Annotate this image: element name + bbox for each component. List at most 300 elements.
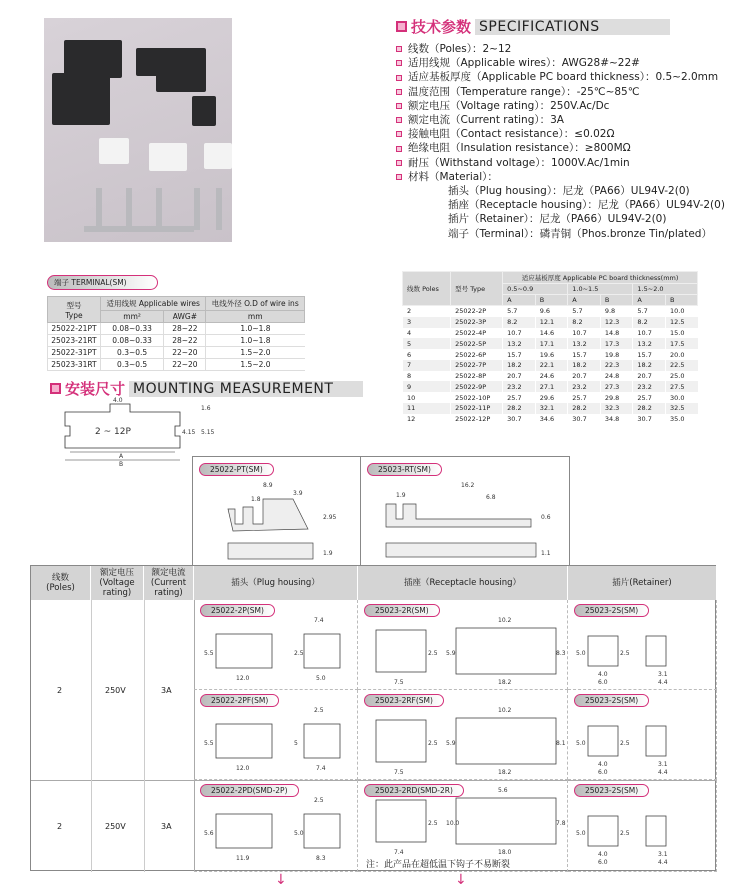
table-row [403,403,698,414]
table-row [403,414,698,425]
table-cell: 25022-31PT [48,347,101,359]
pcb-thickness-table [402,271,698,425]
th-b: B [600,295,633,306]
dim: 8.1 [556,740,566,747]
dim: 6.0 [598,679,608,686]
dim: B [119,461,124,466]
dim: 5.9 [446,740,456,747]
table-row [403,360,698,371]
th-awg: AWG# [164,311,206,323]
table-cell: 25022-5P [451,338,503,349]
table-cell: 1.0~1.8 [206,323,305,335]
table-cell: 35.0 [666,414,698,425]
th-wires: 适用线规 Applicable wires [100,297,206,311]
table-cell: 25.7 [568,392,601,403]
table-cell: 15.7 [568,349,601,360]
dim: 18.2 [498,769,512,776]
dim: 2.5 [314,797,324,804]
dim: 4.15 [182,429,196,436]
voltage-value: 250V [105,822,126,831]
dim: 10.2 [498,617,512,624]
table-cell: 9.8 [600,306,633,317]
terminal-table [47,296,305,371]
dim: 2.5 [620,830,630,837]
table-cell: 3 [403,317,451,328]
mounting-title-cn: 安装尺寸 [65,380,126,398]
table-cell: 25022-12P [451,414,503,425]
th-poles: 线数 (Poles) [31,566,91,600]
dim: 16.2 [461,482,475,489]
dim: 6.0 [598,859,608,866]
table-cell: 25.0 [666,371,698,382]
dim: 11.9 [236,855,250,862]
drawing-cell [568,780,717,872]
dim: 1.1 [541,550,551,557]
dim: 5.5 [204,650,214,657]
table-cell: 8.2 [503,317,536,328]
table-cell: 10.7 [633,328,666,339]
outline [456,798,556,844]
specs-title-cn: 技术参数 [411,18,472,36]
dim: 1.9 [323,550,333,557]
table-cell: 22.3 [600,360,633,371]
bullet-icon [396,131,402,137]
outline [304,724,340,758]
dim: 2.5 [620,650,630,657]
table-cell: 29.6 [535,392,568,403]
th-mm2: mm² [100,311,163,323]
outline [588,816,618,846]
table-cell: 15.7 [503,349,536,360]
table-row [48,323,305,335]
table-cell: 13.2 [633,338,666,349]
table-row [403,328,698,339]
table-cell: 15.0 [666,328,698,339]
table-cell: 30.7 [633,414,666,425]
terminal-drawings [192,456,570,566]
table-cell: 10.7 [568,328,601,339]
dim: 6.0 [598,769,608,776]
outline [456,628,556,674]
table-cell: 1.0~1.8 [206,335,305,347]
drawing-cell [358,780,568,872]
spec-text: 线数（Poles）：2~12 [408,43,512,55]
table-row [403,381,698,392]
table-row [403,371,698,382]
table-cell: 12 [403,414,451,425]
dim: 7.4 [316,765,326,772]
dim: 1.9 [396,492,406,499]
dim: 4.0 [598,761,608,768]
table-cell: 5.7 [633,306,666,317]
part-label: 25023-2S(SM) [574,604,649,617]
dim: 8.9 [263,482,273,489]
dim: 3.1 [658,761,668,768]
table-cell: 19.6 [535,349,568,360]
table-cell: 17.5 [666,338,698,349]
spec-item [396,141,725,155]
material-item: 插座（Receptacle housing）：尼龙（PA66）UL94V-2(0) [448,199,725,212]
dim: 12.0 [236,675,250,682]
table-cell: 25023-31RT [48,359,101,371]
outline [646,726,666,756]
table-row [48,359,305,371]
table-cell: 12.5 [666,317,698,328]
spec-item [396,170,725,184]
material-item: 插头（Plug housing）：尼龙（PA66）UL94V-2(0) [448,185,690,198]
spec-list [396,42,725,241]
part-label: 25023-2RD(SMD-2R) [364,784,464,797]
table-row [403,306,698,317]
dim: 12.0 [236,765,250,772]
terminal-drawing-pt [193,457,361,567]
current-value: 3A [161,822,172,831]
spec-text: 接触电阻（Contact resistance）：≤0.02Ω [408,128,615,141]
dim: 4.0 [598,671,608,678]
table-cell: 30.7 [503,414,536,425]
dim: 5.0 [576,740,586,747]
th-range: 1.0~1.5 [568,284,633,295]
dim: 4.0 [113,397,123,404]
dim: 18.0 [498,849,512,856]
dim: 8.3 [316,855,326,862]
dim: A [119,453,124,460]
table-cell: 14.6 [535,328,568,339]
spec-item [396,56,725,70]
th-a: A [503,295,536,306]
table-cell: 2 [403,306,451,317]
outline [588,726,618,756]
drawing-cell [194,690,358,780]
th-range: 1.5~2.0 [633,284,698,295]
pole-range-label: 2 ~ 12P [95,427,131,437]
table-row [403,317,698,328]
th-plug: 插头（Plug housing） [194,566,358,600]
poles-value: 2 [57,686,63,695]
dim: 6.8 [486,494,496,501]
table-cell: 10.0 [666,306,698,317]
dim: 2.95 [323,514,337,521]
spec-text: 适用线规（Applicable wires）：AWG28#~22# [408,57,640,70]
mounting-title-en: MOUNTING MEASUREMENT [129,381,363,397]
th-a: A [568,295,601,306]
table-cell: 18.2 [568,360,601,371]
specs-title-en: SPECIFICATIONS [475,19,670,35]
table-cell: 25022-21PT [48,323,101,335]
table-cell: 23.2 [568,381,601,392]
table-cell: 25022-6P [451,349,503,360]
table-cell: 18.2 [633,360,666,371]
part-label: 25023-2S(SM) [574,784,649,797]
outline [376,800,426,842]
table-cell: 4 [403,328,451,339]
dim: 0.6 [541,514,551,521]
dim: 5.5 [204,740,214,747]
dim: 5.0 [576,830,586,837]
product-table [30,565,716,871]
th-retainer: 插片(Retainer) [568,566,717,600]
dim: 8.3 [556,650,566,657]
th-type: 型号 Type [48,297,101,323]
spec-item [396,99,725,113]
dim: 5.6 [204,830,214,837]
spec-text: 额定电压（Voltage rating）：250V.Ac/Dc [408,99,610,112]
note: 注：此产品在超低温下钩子不易断裂 [366,860,511,870]
drawing-cell [358,690,568,780]
table-cell: 23.2 [633,381,666,392]
bullet-icon [396,146,402,152]
dim: 7.4 [314,617,324,624]
spec-text: 绝缘电阻（Insulation resistance）：≥800MΩ [408,142,631,155]
bullet-icon [396,75,402,81]
th-thickness: 适应基板厚度 Applicable PC board thickness(mm) [503,272,698,284]
table-cell: 27.5 [666,381,698,392]
table-cell: 28~22 [164,323,206,335]
table-cell: 12.3 [600,317,633,328]
current-value: 3A [161,686,172,695]
table-cell: 11 [403,403,451,414]
table-cell: 25022-9P [451,381,503,392]
spec-item [396,70,725,84]
outline [216,724,272,758]
part-label: 25023-RT(SM) [367,463,442,476]
dim: 2.5 [620,740,630,747]
table-cell: 1.5~2.0 [206,359,305,371]
table-cell: 0.3~0.5 [100,359,163,371]
dim: 4.4 [658,679,668,686]
th-range: 0.5~0.9 [503,284,568,295]
th-od: 电线外径 O.D of wire ins [206,297,305,311]
dim: 5.0 [576,650,586,657]
outline [646,816,666,846]
table-cell: 7 [403,360,451,371]
table-cell: 9.6 [535,306,568,317]
th-b: B [666,295,698,306]
table-cell: 5 [403,338,451,349]
bullet-icon [396,46,402,52]
table-cell: 34.6 [535,414,568,425]
dim: 1.6 [201,405,211,412]
part-label: 25023-2R(SM) [364,604,440,617]
table-cell: 25022-2P [451,306,503,317]
voltage-value: 250V [105,686,126,695]
dim: 1.8 [251,496,261,503]
table-cell: 14.8 [600,328,633,339]
table-cell: 28.2 [503,403,536,414]
dim: 7.5 [394,679,404,686]
dim: 3.9 [293,490,303,497]
table-row [48,347,305,359]
table-row [403,338,698,349]
dim: 7.5 [394,769,404,776]
drawing-cell [194,600,358,690]
drawing-cell [194,780,358,872]
dim: 5.15 [201,429,215,436]
table-cell: 22.5 [666,360,698,371]
arrow-down-icon: ↓ [455,872,467,888]
poles-value: 2 [57,822,63,831]
table-cell: 18.2 [503,360,536,371]
table-cell: 28~22 [164,335,206,347]
dim: 3.1 [658,671,668,678]
table-cell: 17.3 [600,338,633,349]
terminal-label: 端子 TERMINAL(SM) [47,275,158,290]
table-cell: 27.1 [535,381,568,392]
dim: 2.5 [428,740,438,747]
dim: 4.4 [658,859,668,866]
part-label: 25022-2P(SM) [200,604,275,617]
part-label: 25023-2S(SM) [574,694,649,707]
part-label: 25022-2PF(SM) [200,694,279,707]
spec-item [396,113,725,127]
outline [588,636,618,666]
spec-text: 耐压（Withstand voltage）：1000V.Ac/1min [408,156,630,169]
part-label: 25023-2RF(SM) [364,694,444,707]
table-cell: 5.7 [503,306,536,317]
table-cell: 25022-8P [451,371,503,382]
dim: 10.0 [446,820,460,827]
drawing-cell [358,600,568,690]
dim: 5 [294,740,298,747]
table-cell: 0.08~0.33 [100,323,163,335]
table-cell: 28.2 [633,403,666,414]
outline [376,720,426,762]
table-cell: 0.3~0.5 [100,347,163,359]
bullet-icon [396,117,402,123]
bullet-icon [396,103,402,109]
outline [646,636,666,666]
table-cell: 20.7 [633,371,666,382]
table-cell: 8.2 [633,317,666,328]
th-type: 型号 Type [451,272,503,306]
th-current: 额定电流 (Current rating) [144,566,194,600]
bullet-icon [396,89,402,95]
table-cell: 8 [403,371,451,382]
th-receptacle: 插座（Receptacle housing） [358,566,568,600]
material-item: 端子（Terminal）：磷青铜（Phos.bronze Tin/plated） [448,227,712,240]
outline [304,634,340,668]
table-cell: 10 [403,392,451,403]
outline [304,814,340,848]
spec-text: 温度范围（Temperature range）：-25℃~85℃ [408,85,640,98]
arrow-down-icon: ↓ [275,872,287,888]
dim: 5.0 [294,830,304,837]
table-cell: 32.3 [600,403,633,414]
table-cell: 22~20 [164,359,206,371]
table-cell: 19.8 [600,349,633,360]
dim: 2.5 [294,650,304,657]
spec-item [396,156,725,170]
table-row [48,335,305,347]
table-cell: 25022-7P [451,360,503,371]
table-cell: 25022-3P [451,317,503,328]
bullet-icon [396,174,402,180]
spec-text: 额定电流（Current rating）：3A [408,114,564,127]
table-cell: 22~20 [164,347,206,359]
outline [376,630,426,672]
table-cell: 17.1 [535,338,568,349]
table-cell: 25022-4P [451,328,503,339]
table-cell: 30.0 [666,392,698,403]
dim: 5.9 [446,650,456,657]
drawing-cell [568,690,717,780]
section-bullet-icon [50,383,61,394]
table-cell: 27.3 [600,381,633,392]
table-cell: 32.1 [535,403,568,414]
section-bullet-icon [396,21,407,32]
dim: 5.0 [316,675,326,682]
table-cell: 9 [403,381,451,392]
outline [216,814,272,848]
table-cell: 5.7 [568,306,601,317]
table-cell: 13.2 [503,338,536,349]
table-cell: 13.2 [568,338,601,349]
dim: 7.4 [394,849,404,856]
table-cell: 32.5 [666,403,698,414]
table-cell: 25022-10P [451,392,503,403]
table-row [403,349,698,360]
bullet-icon [396,60,402,66]
dim: 18.2 [498,679,512,686]
table-cell: 8.2 [568,317,601,328]
th-poles: 线数 Poles [403,272,451,306]
table-cell: 24.6 [535,371,568,382]
terminal-section [47,270,305,371]
table-cell: 6 [403,349,451,360]
spec-text: 适应基板厚度（Applicable PC board thickness）：0.5~2.0mm [408,71,719,84]
table-cell: 1.5~2.0 [206,347,305,359]
table-cell: 15.7 [633,349,666,360]
table-cell: 0.08~0.33 [100,335,163,347]
th-voltage: 额定电压 (Voltage rating) [91,566,144,600]
terminal-drawing-rt [361,457,571,567]
table-cell: 24.8 [600,371,633,382]
table-cell: 25.7 [633,392,666,403]
table-cell: 20.7 [568,371,601,382]
table-cell: 25023-21RT [48,335,101,347]
dim: 3.1 [658,851,668,858]
drawing-cell [568,600,717,690]
dim: 2.5 [428,650,438,657]
spec-item [396,85,725,99]
table-cell: 23.2 [503,381,536,392]
th-mm: mm [206,311,305,323]
dim: 4.4 [658,769,668,776]
table-cell: 20.7 [503,371,536,382]
table-row [403,392,698,403]
product-photo [44,18,232,242]
bullet-icon [396,160,402,166]
spec-item [396,127,725,141]
table-cell: 25022-11P [451,403,503,414]
dim: 7.8 [556,820,566,827]
dim: 10.2 [498,707,512,714]
th-a: A [633,295,666,306]
table-cell: 12.1 [535,317,568,328]
th-b: B [535,295,568,306]
table-cell: 28.2 [568,403,601,414]
part-label: 25022-2PD(SMD-2P) [200,784,299,797]
table-cell: 30.7 [568,414,601,425]
dim: 5.6 [498,787,508,794]
table-cell: 10.7 [503,328,536,339]
specifications-section [396,16,725,241]
table-cell: 25.7 [503,392,536,403]
spec-text: 材料（Material）： [408,170,498,183]
material-item: 插片（Retainer）：尼龙（PA66）UL94V-2(0) [448,213,667,226]
dim: 2.5 [428,820,438,827]
dim: 4.0 [598,851,608,858]
